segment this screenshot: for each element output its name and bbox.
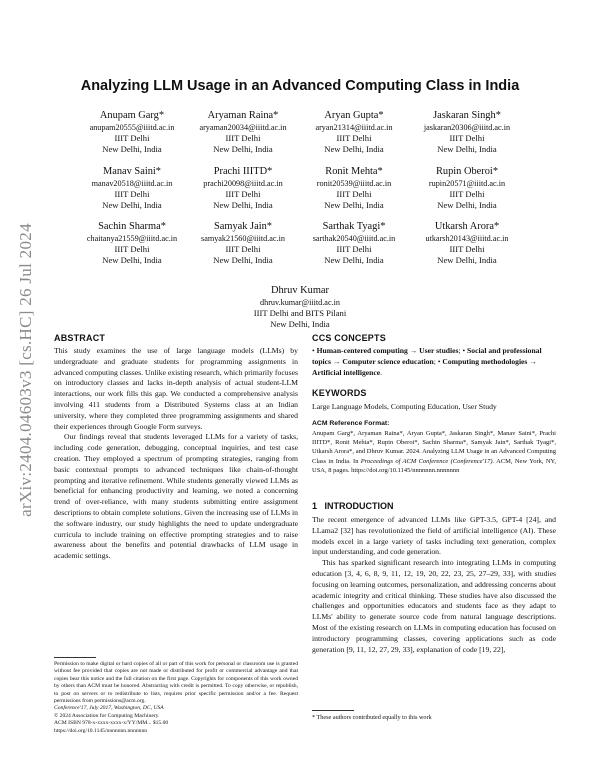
author-location: New Delhi, India (102, 144, 162, 154)
author-block (402, 165, 532, 211)
author-location: New Delhi, India (324, 144, 384, 154)
author-name: Anupam Garg* (99, 110, 165, 121)
reference-text: Anupam Garg*, Aryaman Raina*, Aryan Gupta*, Jaskaran Singh*, Manav Saini*, Prachi IIITD*, Ronit Mehta*, Rupin Oberoi*, Sachin Sharma*, Samyak Jain*, Sarthak Tyagi*, Utkarsh Arora*, and Dhruv Kumar. 2024. Analyzing LLM Usage in an Advanced Computing Class in India. In (312, 430, 556, 465)
author-location: New Delhi, India (437, 200, 497, 210)
author-affiliation: IIIT Delhi (114, 244, 150, 254)
reference-tail: ACM, New York, NY, USA, 8 pages. https://doi.org/10.1145/nnnnnnn.nnnnnnn (312, 457, 557, 474)
author-block (210, 284, 390, 330)
author-affiliation: IIIT Delhi (449, 244, 485, 254)
author-affiliation: IIIT Delhi (114, 133, 150, 143)
isbn-line: ACM ISBN 978-x-xxxx-xxxx-x/YY/MM... $15.00 (54, 720, 169, 727)
author-location: New Delhi, India (102, 200, 162, 210)
author-location: New Delhi, India (437, 144, 497, 154)
paper-title: Analyzing LLM Usage in an Advanced Computing Class in India (80, 78, 520, 94)
ccs-heading: CCS CONCEPTS (312, 333, 386, 343)
ccs-concept: Computing methodologies (442, 356, 528, 366)
footnote-divider (312, 710, 354, 711)
author-affiliation: IIIT Delhi (449, 189, 485, 199)
author-location: New Delhi, India (324, 255, 384, 265)
author-name: Manav Saini* (102, 166, 161, 177)
author-location: New Delhi, India (324, 200, 384, 210)
author-affiliation: IIIT Delhi and BITS Pilani (253, 308, 347, 318)
author-email: prachi20098@iiitd.ac.in (203, 179, 283, 188)
author-name: Prachi IIITD* (213, 166, 273, 177)
author-block (402, 220, 532, 266)
author-location: New Delhi, India (270, 319, 330, 329)
copyright-line: © 2024 Association for Computing Machinery. (54, 712, 160, 719)
author-location: New Delhi, India (213, 255, 273, 265)
author-email: anupam20555@iiitd.ac.in (89, 123, 175, 132)
author-name: Ronit Mehta* (325, 166, 383, 177)
author-name: Sachin Sharma* (98, 221, 166, 232)
author-email: jaskaran20306@iiitd.ac.in (423, 123, 511, 132)
author-email: aryan21314@iiitd.ac.in (315, 123, 393, 132)
reference-format-heading: ACM Reference Format: (312, 420, 390, 427)
equal-contribution-footnote: * These authors contributed equally to this work (312, 714, 432, 721)
author-location: New Delhi, India (213, 200, 273, 210)
introduction-heading: 1 INTRODUCTION (312, 501, 394, 511)
abstract-paragraph: Our findings reveal that students leveraged LLMs for a variety of tasks, including code generation, debugging, conceptual inquiries, and test case creation. They employed a spectrum of prompting strategies, ranging from basic contextual prompts to advanced techniques like chain-of-thought prompting and iterative refinement. While students generally viewed LLMs as beneficial for enhancing productivity and learning, we noted a concerning trend of over-reliance, with many students submitting entire assignment descriptions to obtain complete solutions. Given the increasing use of LLMs in the software industry, our study highlights the need to update undergraduate curricula to include training on effective prompting strategies and to raise awareness about the benefits and potential drawbacks of LLM usage in academic settings. (54, 432, 298, 561)
author-affiliation: IIIT Delhi (225, 189, 261, 199)
ccs-concept: Human-centered computing (316, 346, 408, 355)
abstract-paragraph: This study examines the use of large language models (LLMs) by undergraduate and graduate students for programming assignments in advanced computing classes. Unlike existing research, which primarily focuses on introductory classes and lacks in-depth analysis of actual student-LLM interactions, our work fills this gap. We conducted a comprehensive analysis involving 411 students from a Distributed Systems class at an Indian university, where they completed three programming assignments and shared their experiences through Google Form surveys. (54, 346, 298, 431)
author-location: New Delhi, India (102, 255, 162, 265)
author-name: Utkarsh Arora* (434, 221, 500, 232)
author-email: dhruv.kumar@iiitd.ac.in (260, 298, 340, 307)
ccs-concept: Social and professional topics (312, 346, 542, 366)
keywords-heading: KEYWORDS (312, 388, 367, 398)
author-location: New Delhi, India (213, 144, 273, 154)
author-name: Sarthak Tyagi* (322, 221, 386, 232)
arxiv-identifier: arXiv:2404.04603v3 [cs.HC] 26 Jul 2024 (16, 223, 35, 517)
author-email: aryaman20034@iiitd.ac.in (199, 123, 287, 132)
footnote-divider (54, 657, 96, 658)
permission-text: Permission to make digital or hard copies of all or part of this work for personal or classroom use is granted without fee provided that copies are not made or distributed for profit or commercial advantage and that copies bear this notice and the full citation on the first page. Copyrights for components of this work owned by others than ACM must be honored. Abstracting with credit is permitted. To copy otherwise, or republish, to post on servers or to redistribute to lists, requires prior specific permission and/or a fee. Request permissions from permissions@acm.org. (54, 661, 298, 705)
author-email: rupin20571@iiitd.ac.in (428, 179, 506, 188)
conference-line: Conference'17, July 2017, Washington, DC, USA (54, 705, 164, 712)
doi-link[interactable]: https://doi.org/10.1145/nnnnnnn.nnnnnnn (54, 727, 148, 734)
ccs-concept: Artificial intelligence (312, 367, 381, 377)
introduction-paragraph: The recent emergence of advanced LLMs like GPT-3.5, GPT-4 [24], and LLama2 [32] has revolutionized the field of artificial intelligence (AI). These models excel in a large variety of tasks including text generation, complex input understanding, and code generation. (312, 515, 556, 557)
keywords-text: Large Language Models, Computing Education, User Study (312, 402, 497, 411)
author-name: Samyak Jain* (213, 221, 272, 232)
author-email: utkarsh20143@iiitd.ac.in (425, 234, 509, 243)
abstract-heading: ABSTRACT (54, 333, 106, 343)
author-affiliation: IIIT Delhi (114, 189, 150, 199)
author-email: sarthak20540@iiitd.ac.in (312, 234, 396, 243)
author-name: Rupin Oberoi* (435, 166, 499, 177)
author-block (402, 109, 532, 155)
author-name: Dhruv Kumar (270, 285, 329, 296)
author-location: New Delhi, India (437, 255, 497, 265)
author-email: manav20518@iiitd.ac.in (91, 179, 173, 188)
author-affiliation: IIIT Delhi (225, 133, 261, 143)
author-name: Jaskaran Singh* (433, 110, 501, 121)
author-affiliation: IIIT Delhi (336, 189, 372, 199)
author-email: samyak21560@iiitd.ac.in (201, 234, 285, 243)
author-block (289, 220, 419, 266)
author-affiliation: IIIT Delhi (336, 244, 372, 254)
ccs-concepts: • Human-centered computing → User studies; • Social and professional topics → Computer science education; • Computing methodologies → Artificial intelligence. (312, 346, 542, 377)
arxiv-side-label (4, 195, 48, 545)
permission-notice (54, 661, 298, 735)
author-name: Aryan Gupta* (324, 110, 384, 121)
author-block (289, 165, 419, 211)
author-block (289, 109, 419, 155)
introduction-body (312, 515, 556, 655)
author-affiliation: IIIT Delhi (225, 244, 261, 254)
ccs-concept: Computer science education (342, 356, 434, 366)
author-affiliation: IIIT Delhi (336, 133, 372, 143)
ccs-concept: User studies (419, 346, 459, 355)
reference-format (312, 429, 556, 475)
introduction-paragraph: This has sparked significant research into integrating LLMs in computing education [3, 4, 6, 8, 9, 11, 12, 19, 20, 22, 23, 25, 27–29, 33], with studies focusing on learning outcomes, personalization, and addressing concerns about academic integrity and critical thinking. These studies have also discussed the challenges and opportunities educators and students face as they adapt to LLMs' ability to generate source code from natural language descriptions. Most of the existing research on LLMs in computing education has focused on introductory programming classes, covering applications such as code generation [9, 11, 12, 27, 29, 33], explanation of code [19, 22], (312, 558, 556, 654)
reference-venue: Proceedings of ACM Conference (Conference'17). (360, 457, 495, 465)
author-email: ronit20539@iiitd.ac.in (316, 179, 392, 188)
author-affiliation: IIIT Delhi (449, 133, 485, 143)
author-name: Aryaman Raina* (207, 110, 279, 121)
author-email: chaitanya21559@iiitd.ac.in (86, 234, 178, 243)
abstract-body (54, 346, 298, 562)
